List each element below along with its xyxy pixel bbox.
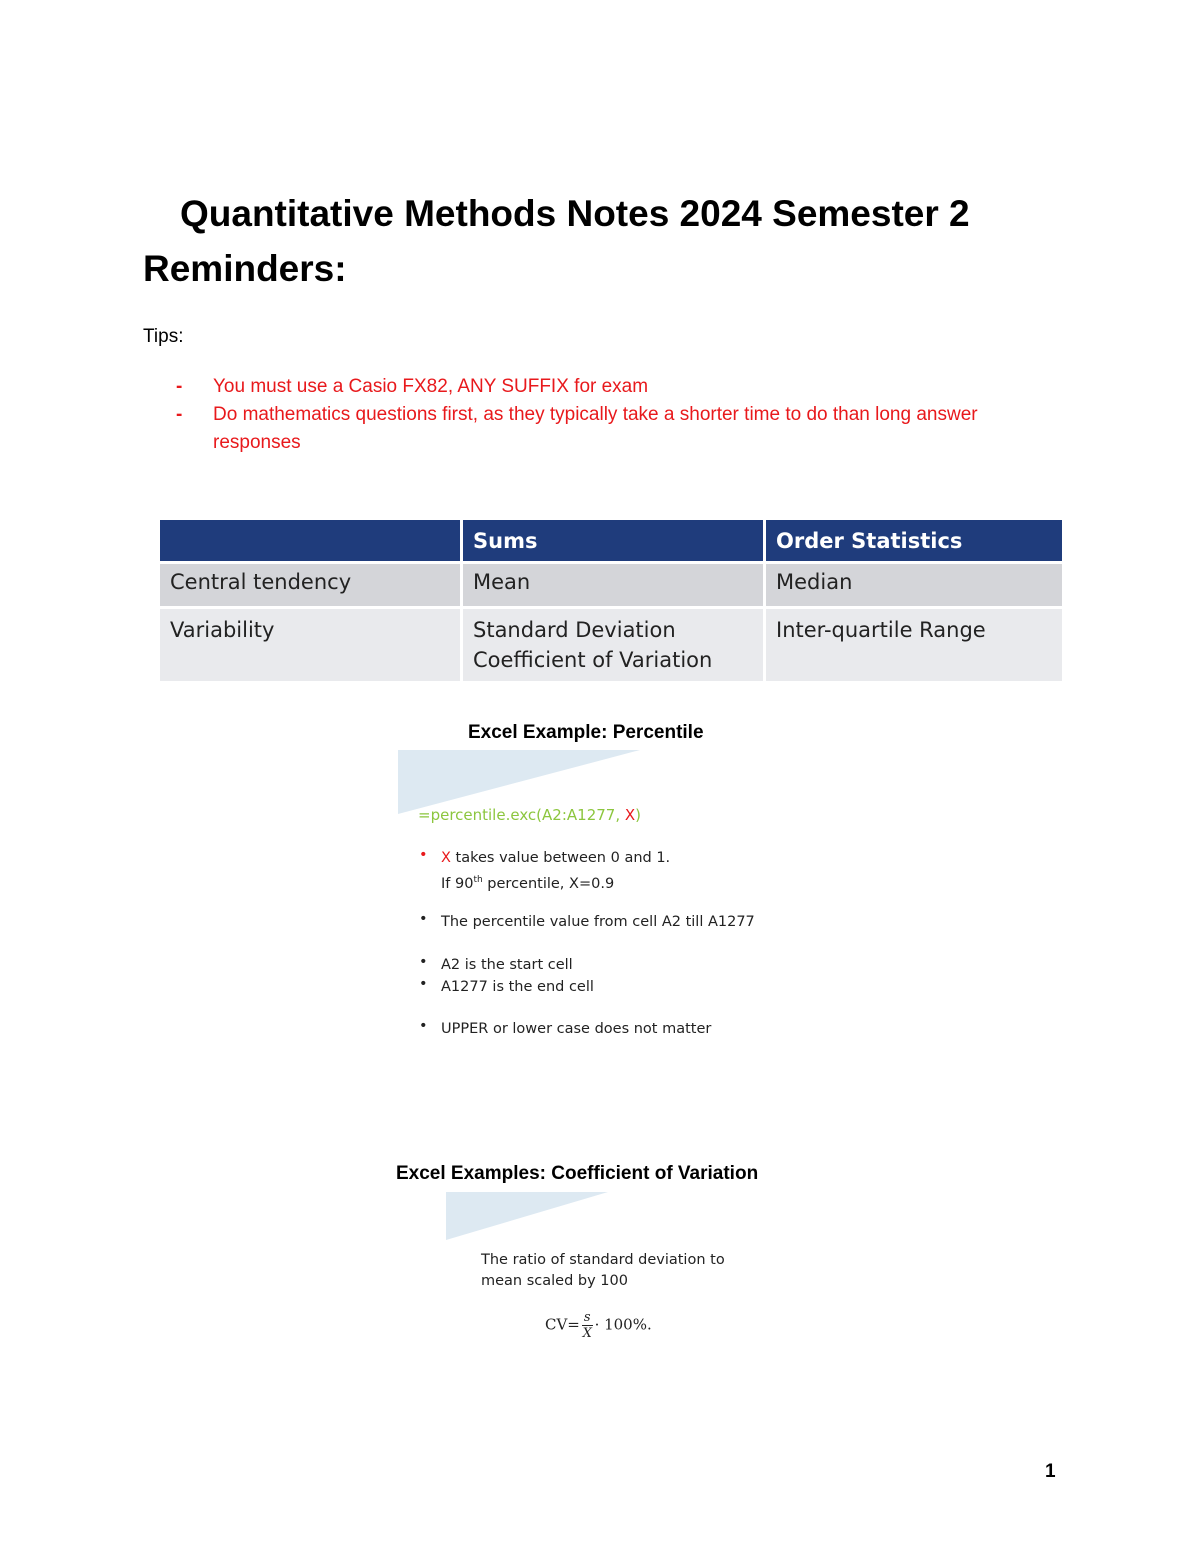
- tip-text: Do mathematics questions first, as they typically take a shorter time to do than long answer responses: [213, 404, 978, 453]
- decorative-shape: [444, 1190, 614, 1242]
- cv-rhs: · 100%.: [594, 1315, 652, 1334]
- table-cell: Median: [766, 561, 1062, 606]
- bullet-glyph: •: [419, 1018, 428, 1034]
- table-header-cell: [160, 520, 463, 561]
- formula-prefix: =percentile.exc(A2:A1277,: [418, 806, 625, 824]
- bullet-text: The percentile value from cell A2 till A1277: [441, 914, 755, 930]
- bullet-glyph: •: [419, 911, 428, 927]
- excel-cv-heading: Excel Examples: Coefficient of Variation: [396, 1163, 759, 1184]
- bullet-item: [419, 954, 573, 976]
- bullet-line2-sup: th: [473, 875, 483, 885]
- bullet-x: X: [441, 850, 451, 866]
- bullet-text: [441, 847, 670, 895]
- decorative-triangle: [398, 750, 640, 814]
- bullet-line2-b: percentile, X=0.9: [482, 875, 615, 892]
- bullet-item: [419, 911, 755, 933]
- bullet-line2-a: If 90: [441, 875, 474, 892]
- table-row: [160, 606, 1062, 681]
- table-cell: Inter-quartile Range: [766, 606, 1062, 681]
- excel-percentile-heading: Excel Example: Percentile: [468, 722, 704, 743]
- reminders-heading: Reminders:: [143, 248, 347, 289]
- cv-lhs: CV=: [545, 1315, 580, 1334]
- document-title: Quantitative Methods Notes 2024 Semester 2: [180, 193, 970, 234]
- table-header-row: [160, 520, 1062, 561]
- page-number: 1: [1045, 1461, 1056, 1482]
- table-row: [160, 561, 1062, 606]
- dash-bullet: -: [176, 404, 183, 425]
- cv-description: The ratio of standard deviation to mean scaled by 100: [481, 1252, 725, 1289]
- table-cell: Variability: [160, 606, 463, 681]
- table-cell-line: Standard Deviation: [473, 618, 676, 642]
- table-cell: Mean: [463, 561, 766, 606]
- bullet-glyph: •: [419, 976, 428, 992]
- table-cell-line: Coefficient of Variation: [473, 648, 713, 672]
- tips-label: Tips:: [143, 326, 184, 347]
- bullet-rest: takes value between 0 and 1.: [450, 850, 671, 866]
- cv-numerator: s: [583, 1310, 591, 1325]
- bullet-glyph: •: [419, 847, 428, 863]
- formula-x: X: [624, 806, 636, 824]
- bullet-text: A1277 is the end cell: [441, 979, 594, 995]
- bullet-item: [419, 1018, 711, 1040]
- tip-text: You must use a Casio FX82, ANY SUFFIX for exam: [213, 376, 649, 397]
- bullet-item: [419, 976, 594, 998]
- percentile-formula: [418, 806, 641, 824]
- tip-item: [176, 373, 1036, 401]
- cv-formula: [545, 1310, 652, 1341]
- table-cell: [463, 606, 766, 681]
- formula-suffix: ): [635, 806, 641, 824]
- bullet-text: A2 is the start cell: [441, 957, 573, 973]
- table-cell: Central tendency: [160, 561, 463, 606]
- cv-denominator: X: [582, 1326, 592, 1341]
- dash-bullet: -: [176, 376, 183, 397]
- bullet-glyph: •: [419, 954, 428, 970]
- table-header-cell: Sums: [463, 520, 766, 561]
- bullet-item: [419, 847, 670, 895]
- tip-item: [176, 401, 1036, 457]
- cv-fraction: [582, 1310, 593, 1341]
- table-header-cell: Order Statistics: [766, 520, 1062, 561]
- bullet-text: UPPER or lower case does not matter: [441, 1021, 712, 1037]
- statistics-table: [160, 520, 1062, 681]
- decorative-triangle: [446, 1192, 608, 1240]
